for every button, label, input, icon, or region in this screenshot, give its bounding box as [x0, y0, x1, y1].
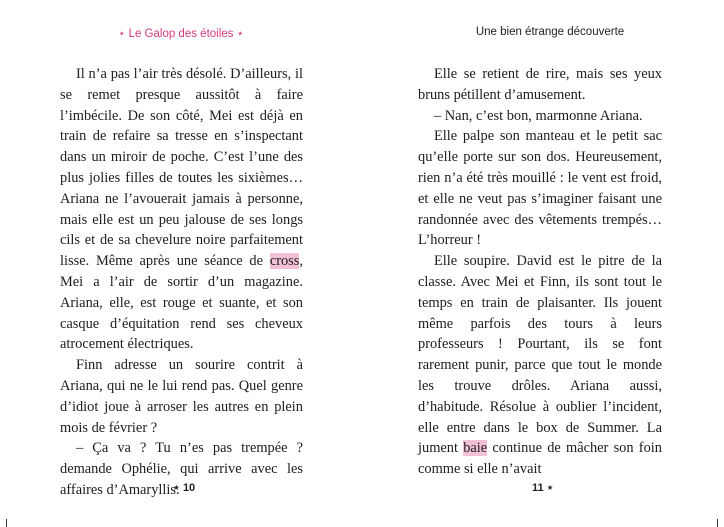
paragraph: Elle palpe son manteau et le petit sac qu’elle porte sur son dos. Heureusement, rien n’a été très mouillé : le vent est froid, et elle ne veut pas s’imaginer faisant une randonnée avec des vêtements trempés… L’horreur !	[418, 128, 662, 249]
left-page-body	[60, 64, 303, 501]
paragraph: Elle se retient de rire, mais ses yeux bruns pétillent d’amusement.	[418, 66, 662, 103]
paragraph: – Nan, c’est bon, marmonne Ariana.	[434, 107, 643, 124]
paragraph	[60, 64, 303, 355]
text-run: , Mei a l’air de sortir d’un magazine. Ariana, elle, est rouge et suante, et son casque d’équitation rend ses cheveux atrocement électriques.	[60, 253, 303, 353]
page-number-left: ⋆ 10	[173, 482, 196, 494]
paragraph: – Ça va ? Tu n’es pas trempée ? demande Ophélie, qui arrive avec les affaires d’Amaryllis.	[60, 440, 303, 498]
highlighted-word: cross	[269, 253, 300, 270]
crop-mark	[6, 519, 7, 527]
text-run: Il n’a pas l’air très désolé. D’ailleurs, il se remet presque aussitôt à faire l’imbécile. De son côté, Mei est déjà en train de refaire sa tresse en s’inspectant dans un miroir de poche. C’est l’une des plus jolies filles de toutes les sixièmes… Ariana ne l’avouerait jamais à personne, mais elle est un peu jalouse de ses longs cils et de sa chevelure noire parfaitement lisse. Même après une séance de	[60, 66, 303, 270]
paragraph: Finn adresse un sourire contrit à Ariana, qui ne le lui rend pas. Quel genre d’idiot joue à arroser les autres en plein mois de février ?	[60, 357, 303, 436]
text-run: Elle soupire. David est le pitre de la classe. Avec Mei et Finn, ils sont tout le temps en train de plaisanter. Ils jouent même parfois des tours à leurs professeurs ! Pourtant, ils se font rarement punir, parce que tout le monde les trouve drôles. Ariana aussi, d’habitude. Résolue à oublier l’incident, elle entre dans le box de Summer. La jument	[418, 253, 662, 457]
crop-mark	[717, 519, 718, 527]
running-header-left: ⋆ Le Galop des étoiles ⋆	[118, 28, 244, 40]
right-page-body	[418, 64, 662, 480]
running-header-right: Une bien étrange découverte	[475, 26, 625, 38]
right-page	[362, 0, 724, 527]
highlighted-word: baie	[463, 440, 488, 457]
paragraph	[418, 251, 662, 480]
text-run: continue de mâcher son foin comme si elle n’avait	[418, 440, 662, 478]
page-number-right: 11 ⋆	[532, 482, 554, 494]
